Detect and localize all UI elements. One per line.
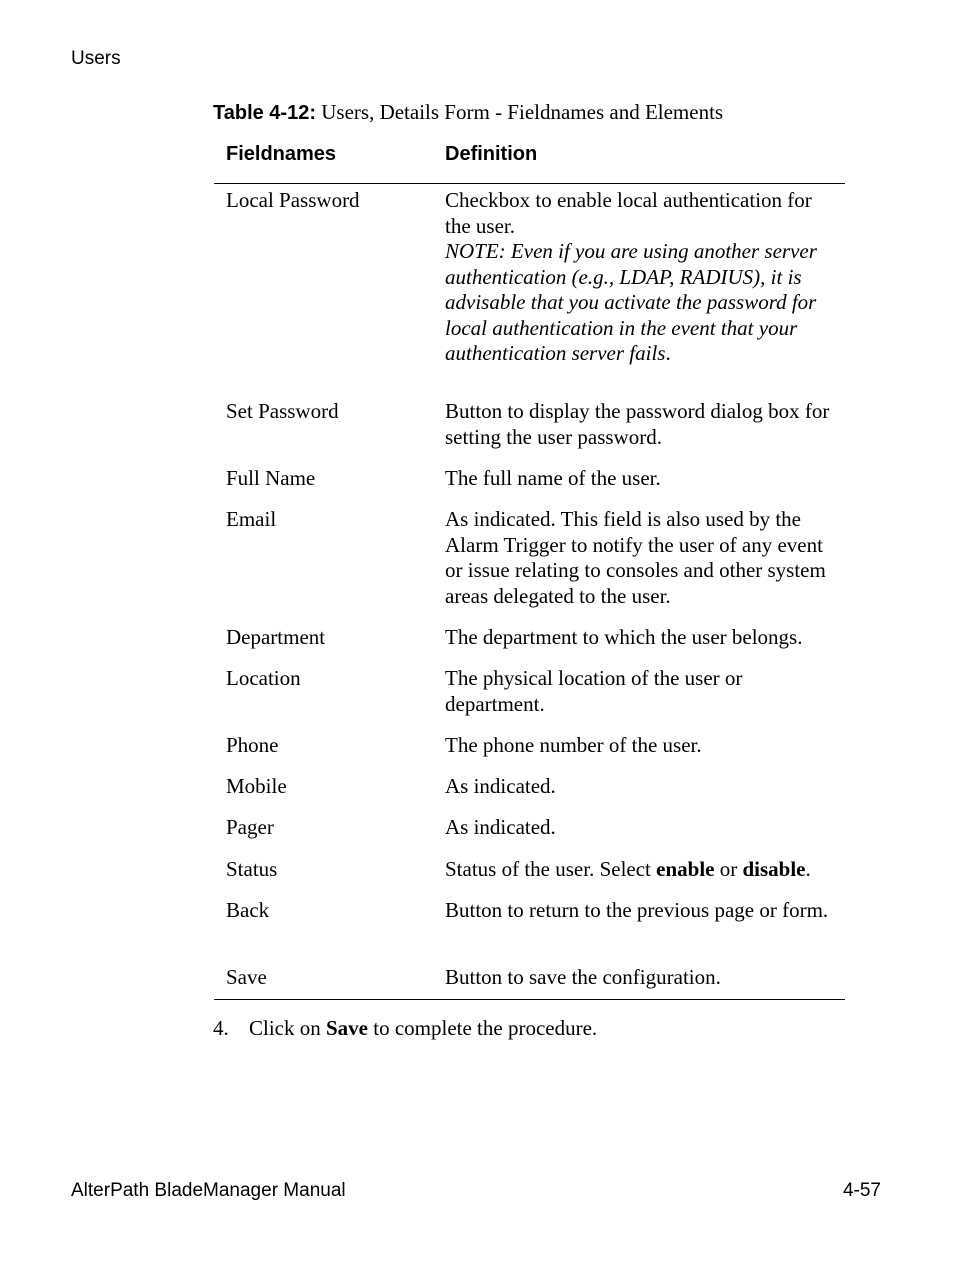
field-name: Location: [226, 666, 301, 690]
definition-text: or: [714, 857, 743, 881]
footer-manual-title: AlterPath BladeManager Manual: [71, 1180, 346, 1201]
table-caption: [213, 100, 723, 125]
field-definition: The physical location of the user or department.: [445, 666, 743, 716]
footer-page-number: 4-57: [842, 1180, 881, 1201]
field-name: Back: [226, 898, 270, 922]
field-definition: As indicated.: [445, 774, 556, 798]
definition-note: [445, 239, 837, 367]
table-header-row: [214, 143, 845, 184]
field-name: Email: [226, 507, 277, 531]
field-definition: Button to save the configuration.: [445, 965, 721, 989]
field-definition: [445, 857, 837, 883]
step-text-end: to complete the procedure.: [368, 1016, 598, 1040]
column-header-definition: Definition: [445, 143, 538, 165]
field-name: Save: [226, 965, 267, 989]
table-caption-text: Users, Details Form - Fieldnames and Elements: [316, 100, 724, 124]
option-enable: enable: [656, 857, 715, 881]
field-name: Department: [226, 625, 326, 649]
field-definition: [445, 188, 837, 367]
field-name: Local Password: [226, 188, 360, 212]
definition-text: .: [805, 857, 811, 881]
field-name: Phone: [226, 733, 279, 757]
note-text: NOTE: Even if you are using another server authentication (e.g., LDAP, RADIUS), it is advisable that you activate the password for local authentication in the event that your authentication server fails: [445, 239, 817, 365]
field-definition: Button to return to the previous page or form.: [445, 898, 829, 922]
field-definition: As indicated. This field is also used by the Alarm Trigger to notify the user of any event or issue relating to consoles and other system areas delegated to the user.: [445, 507, 826, 608]
field-name: Mobile: [226, 774, 287, 798]
field-definition: The phone number of the user.: [445, 733, 702, 757]
note-end: .: [665, 341, 671, 365]
procedure-step: [213, 1016, 597, 1041]
field-name: Status: [226, 857, 278, 881]
field-definition: The department to which the user belongs.: [445, 625, 803, 649]
field-definition: The full name of the user.: [445, 466, 661, 490]
table-caption-label: Table 4-12:: [213, 102, 316, 124]
running-header: Users: [71, 48, 121, 69]
field-definition: As indicated.: [445, 815, 556, 839]
step-number: 4.: [213, 1016, 229, 1040]
field-name: Full Name: [226, 466, 316, 490]
definition-text: Status of the user. Select: [445, 857, 657, 881]
field-name: Pager: [226, 815, 274, 839]
fieldnames-table: [214, 188, 845, 1000]
definition-text: Checkbox to enable local authentication for the user.: [445, 188, 812, 238]
step-text: Click on: [249, 1016, 326, 1040]
field-definition: Button to display the password dialog box for setting the user password.: [445, 399, 830, 449]
step-save-keyword: Save: [326, 1016, 368, 1040]
field-name: Set Password: [226, 399, 339, 423]
column-header-fieldnames: Fieldnames: [226, 143, 337, 165]
option-disable: disable: [742, 857, 806, 881]
